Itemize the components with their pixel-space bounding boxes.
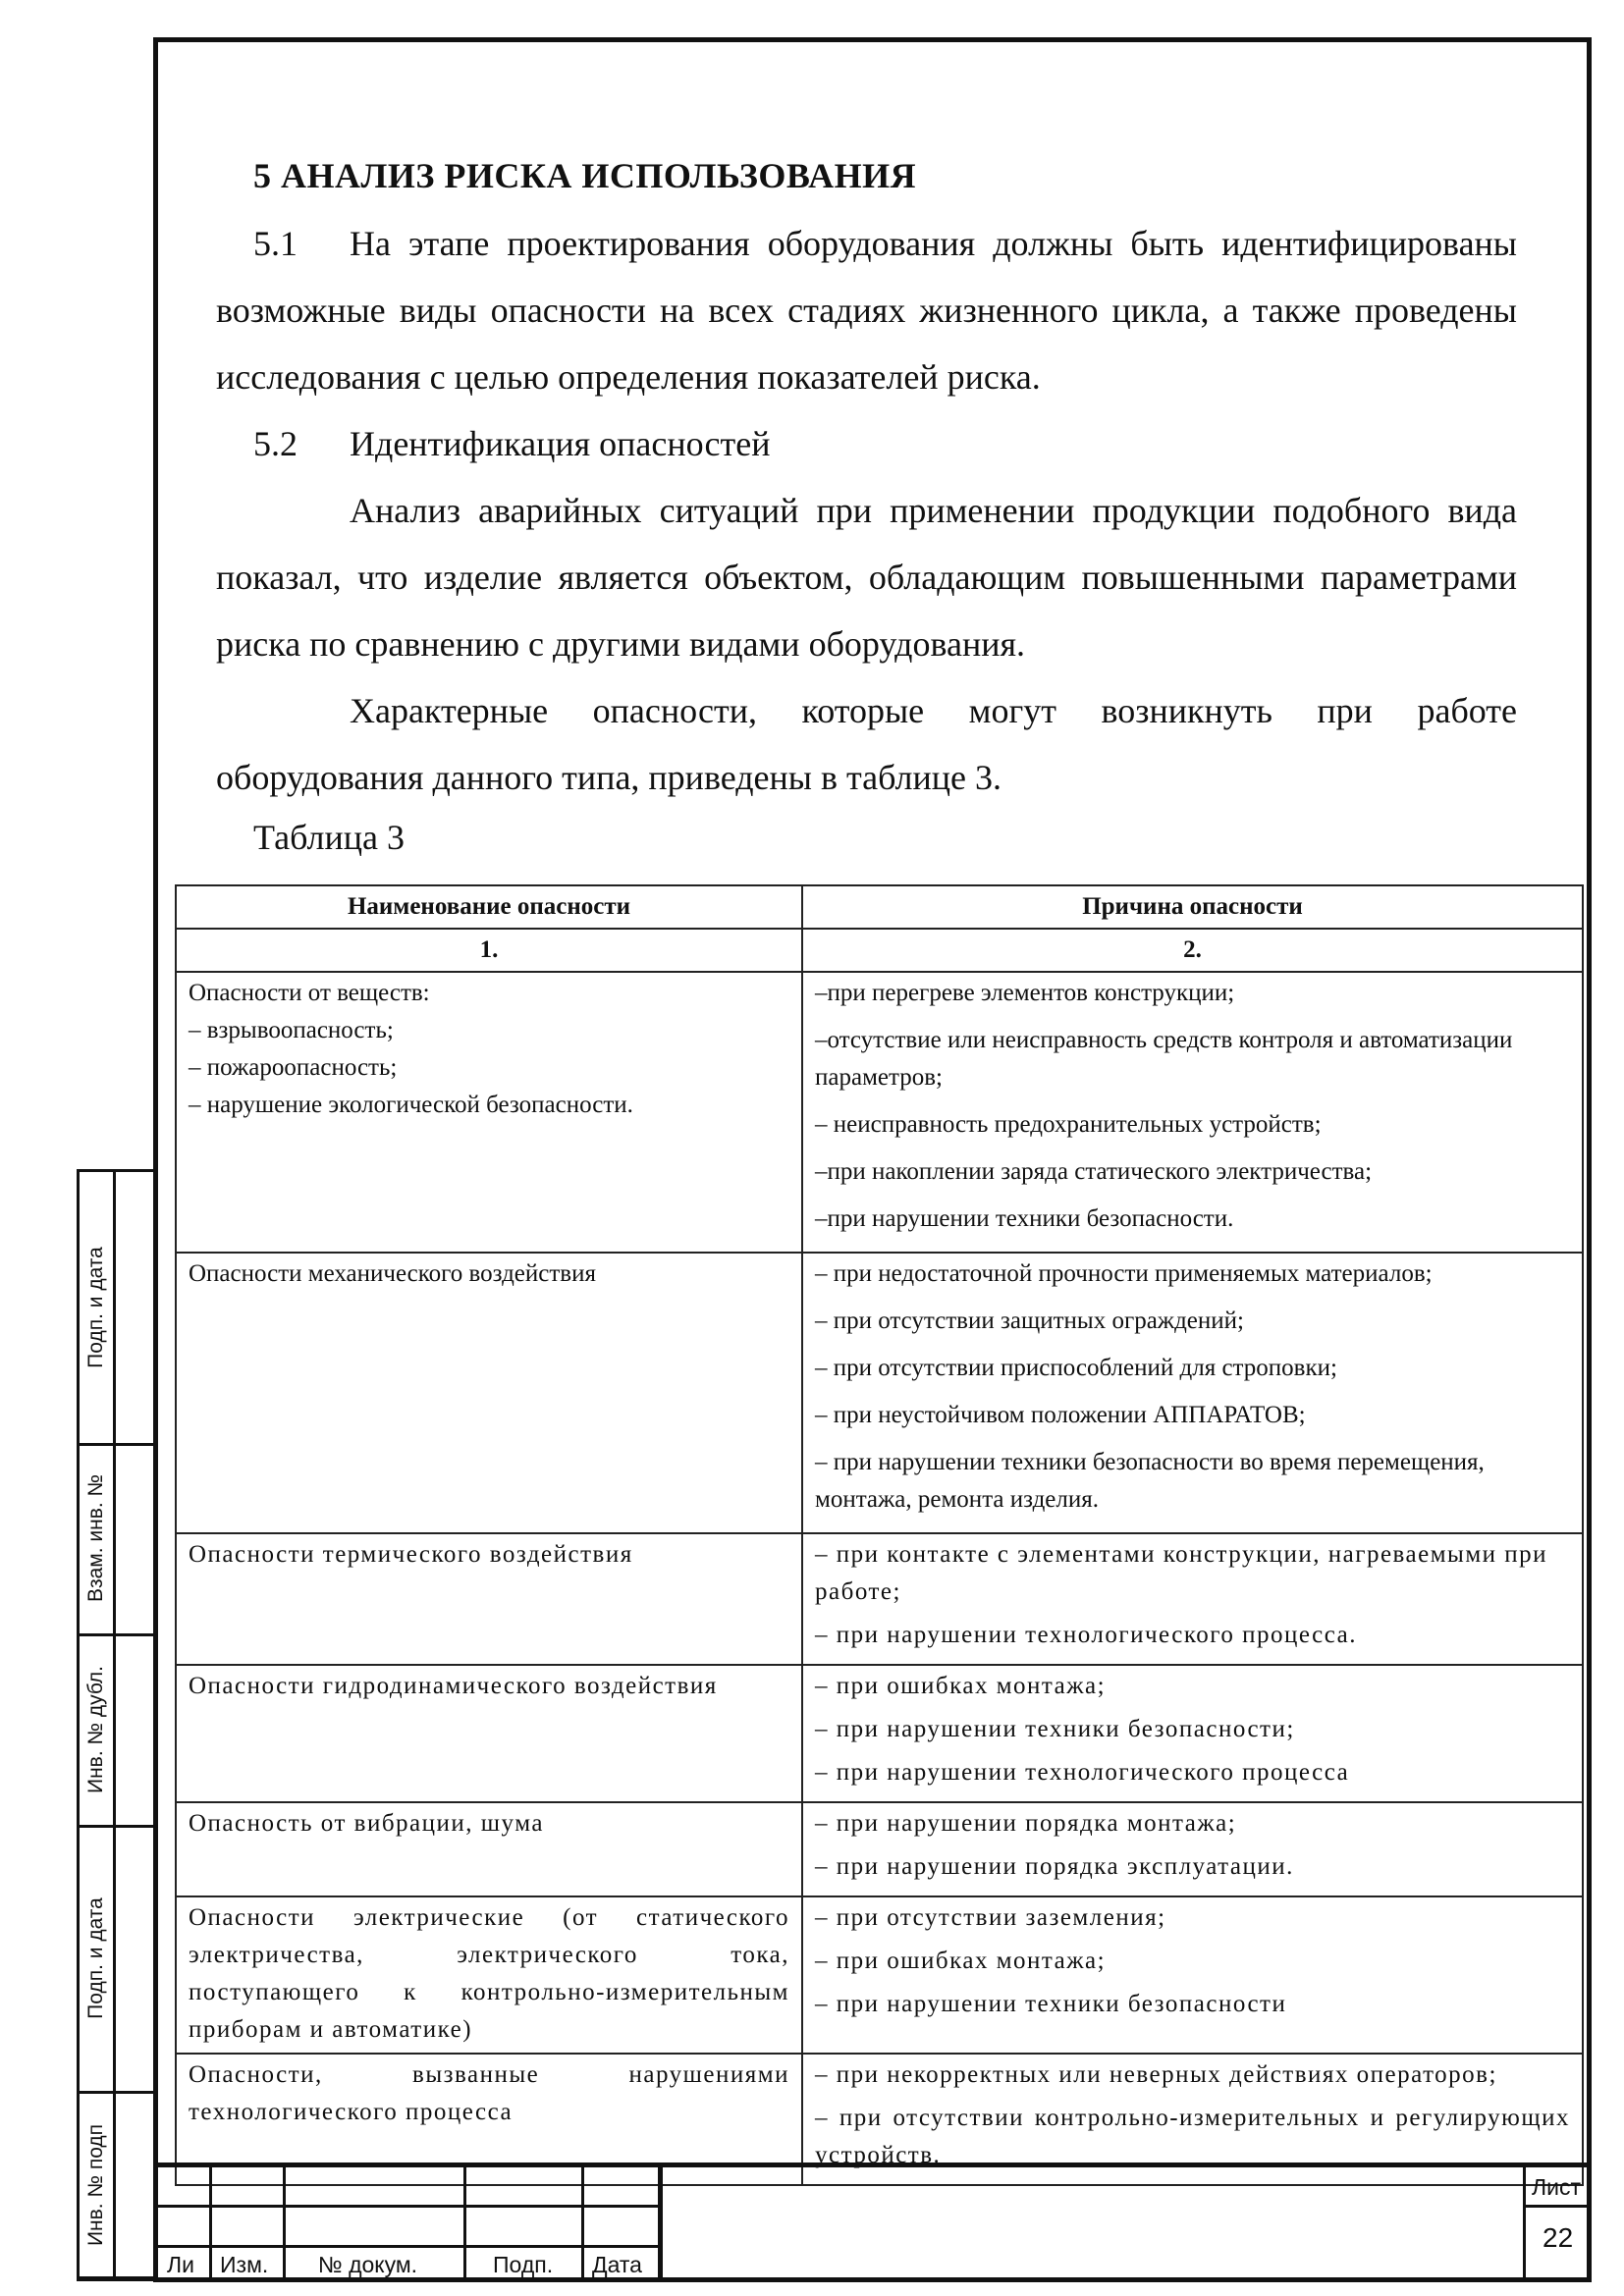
hazard-cell	[176, 1665, 802, 1802]
side-label-replace-inv: Взам. инв. №	[84, 1473, 108, 1603]
side-stamp-strip	[77, 1169, 153, 2281]
col-label-change: Изм.	[220, 2252, 269, 2277]
cause-item: – при отсутствии защитных ограждений;	[815, 1308, 1244, 1334]
paragraph-characteristic-text: Характерные опасности, которые могут возникнуть при работе оборудования данного типа, приведены в таблице 3.	[216, 691, 1517, 797]
cause-item: – при нарушении техники безопасности во время перемещения, монтажа, ремонта изделия.	[815, 1449, 1485, 1513]
side-label-sign-date-top: Подп. и дата	[84, 1247, 108, 1368]
hazard-text: – нарушение экологической безопасности.	[189, 1092, 633, 1118]
title-block	[153, 2163, 1592, 2282]
cause-cell	[802, 972, 1583, 1253]
hazard-text: Опасность от вибрации, шума	[189, 1810, 544, 1837]
col-label-doc-number: № докум.	[318, 2252, 418, 2277]
cause-item: – при ошибках монтажа;	[815, 1948, 1107, 1974]
column-number-2: 2.	[802, 929, 1583, 972]
hazard-text: – взрывоопасность;	[189, 1017, 394, 1043]
cause-item: – при нарушении техники безопасности	[815, 1991, 1287, 2017]
hazard-text: – пожароопасность;	[189, 1054, 398, 1081]
hazard-cell	[176, 1533, 802, 1665]
table-row	[176, 1802, 1583, 1896]
paragraph-analysis	[216, 477, 1517, 677]
table-caption: Таблица 3	[253, 818, 405, 857]
hazard-text: Опасности от веществ:	[189, 980, 430, 1006]
cause-item: – при контакте с элементами конструкции, нагреваемыми при работе;	[815, 1541, 1548, 1605]
hazard-cell	[176, 1896, 802, 2054]
hazard-text: Опасности механического воздействия	[189, 1260, 596, 1287]
table-row	[176, 1253, 1583, 1533]
cause-item: – при некорректных или неверных действиях операторов;	[815, 2061, 1497, 2088]
table-row	[176, 1896, 1583, 2054]
paragraph-5-1	[216, 210, 1517, 410]
paragraph-5-2-text: Идентификация опасностей	[350, 424, 771, 463]
paragraph-5-2	[216, 410, 1517, 477]
header-hazard-cause: Причина опасности	[802, 885, 1583, 929]
section-heading: 5 АНАЛИЗ РИСКА ИСПОЛЬЗОВАНИЯ	[253, 156, 917, 195]
cause-cell	[802, 1802, 1583, 1896]
sheet-number: 22	[1543, 2222, 1574, 2253]
cause-item: – при нарушении порядка монтажа;	[815, 1810, 1237, 1837]
table-row	[176, 972, 1583, 1253]
cause-item: –при перегреве элементов конструкции;	[815, 980, 1235, 1006]
hazard-cell	[176, 972, 802, 1253]
hazard-cell	[176, 1802, 802, 1896]
column-number-1: 1.	[176, 929, 802, 972]
cause-item: – при нарушении технологического процесса	[815, 1759, 1350, 1786]
hazard-text: Опасности термического воздействия	[189, 1541, 633, 1568]
cause-cell	[802, 1665, 1583, 1802]
paragraph-5-2-number: 5.2	[253, 424, 298, 463]
hazards-table	[175, 884, 1584, 2186]
side-label-dup-inv: Инв. № дубл.	[84, 1665, 108, 1793]
cause-item: – при ошибках монтажа;	[815, 1673, 1107, 1699]
table-row	[176, 1533, 1583, 1665]
cause-item: – при неустойчивом положении АППАРАТОВ;	[815, 1402, 1306, 1428]
hazard-text: Опасности, вызванные нарушениями технологического процесса	[189, 2061, 789, 2125]
hazard-cell	[176, 1253, 802, 1533]
paragraph-characteristic	[216, 677, 1517, 811]
cause-item: – при недостаточной прочности применяемых материалов;	[815, 1260, 1433, 1287]
cause-item: –при накоплении заряда статического электричества;	[815, 1158, 1373, 1185]
cause-item: – при нарушении порядка эксплуатации.	[815, 1853, 1294, 1880]
cause-item: –отсутствие или неисправность средств контроля и автоматизации параметров;	[815, 1027, 1513, 1091]
cause-item: – при нарушении технологического процесса.	[815, 1622, 1357, 1648]
cause-item: – при отсутствии заземления;	[815, 1904, 1166, 1931]
cause-item: – при отсутствии контрольно-измерительных и регулирующих устройств.	[815, 2105, 1570, 2168]
col-label-date: Дата	[592, 2252, 642, 2277]
cause-cell	[802, 1253, 1583, 1533]
cause-item: –при нарушении техники безопасности.	[815, 1205, 1234, 1232]
hazard-text: Опасности электрические (от статического электричества, электрического тока, поступающего к контрольно-измерительным приборам и автоматике)	[189, 1904, 789, 2043]
header-hazard-name: Наименование опасности	[176, 885, 802, 929]
cause-cell	[802, 1896, 1583, 2054]
cause-cell	[802, 1533, 1583, 1665]
paragraph-5-1-text: На этапе проектирования оборудования должны быть идентифицированы возможные виды опасности на всех стадиях жизненного цикла, а также проведены исследования с целью определения показателей риска.	[216, 224, 1517, 397]
sheet-label: Лист	[1532, 2174, 1581, 2200]
hazard-text: Опасности гидродинамического воздействия	[189, 1673, 718, 1699]
cause-item: – при отсутствии приспособлений для строповки;	[815, 1355, 1337, 1381]
paragraph-5-1-number: 5.1	[253, 224, 298, 263]
col-label-signature: Подп.	[493, 2252, 554, 2277]
cause-item: – неисправность предохранительных устройств;	[815, 1111, 1322, 1138]
table-number-row	[176, 929, 1583, 972]
col-label-li: Ли	[167, 2252, 194, 2277]
table-header-row	[176, 885, 1583, 929]
side-label-sign-date-bottom: Подп. и дата	[84, 1896, 108, 2019]
table-row	[176, 1665, 1583, 1802]
paragraph-analysis-text: Анализ аварийных ситуаций при применении продукции подобного вида показал, что изделие является объектом, обладающим повышенными параметрами риска по сравнению с другими видами оборудования.	[216, 491, 1517, 664]
cause-item: – при нарушении техники безопасности;	[815, 1716, 1295, 1742]
side-label-orig-inv: Инв. № подп	[84, 2123, 107, 2247]
